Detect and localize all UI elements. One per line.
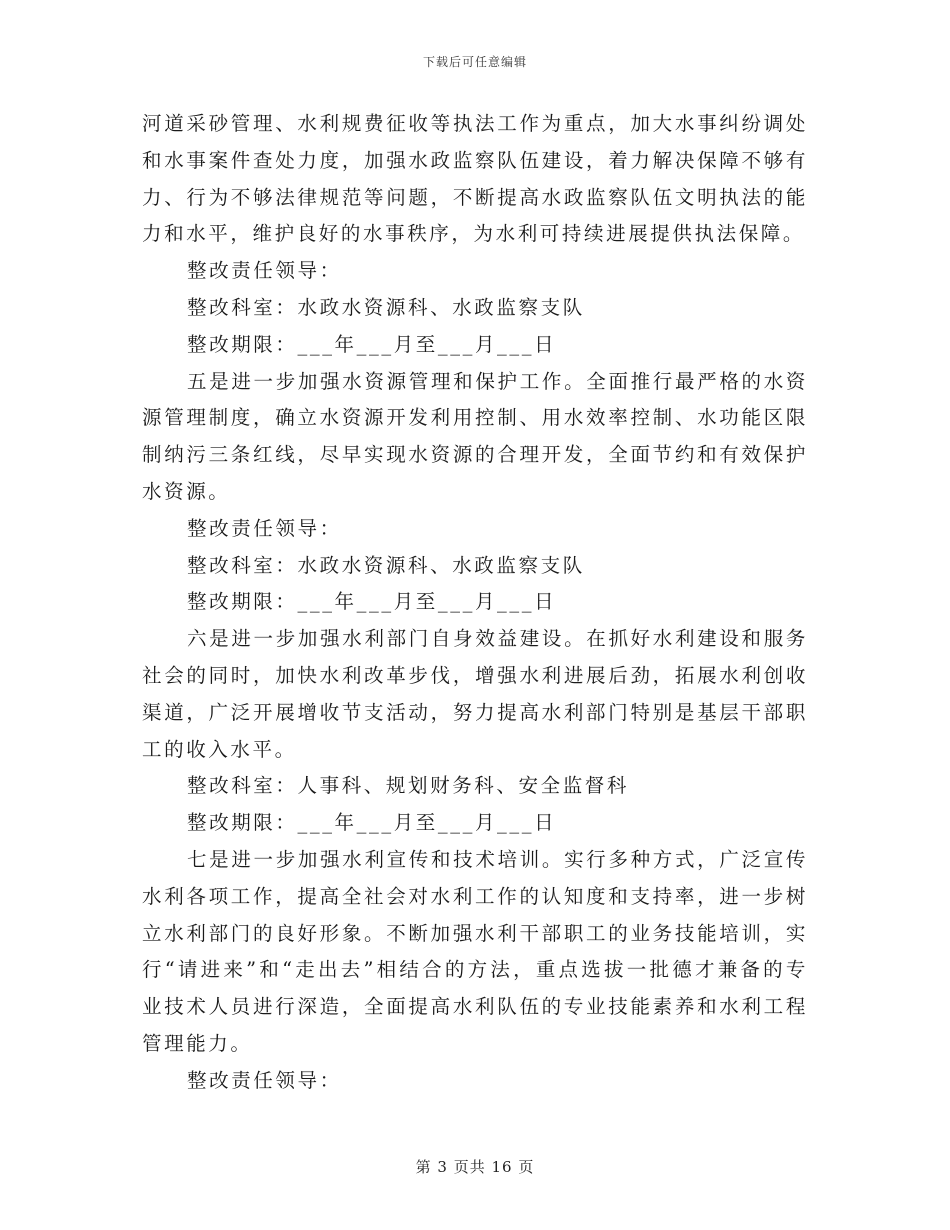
paragraph-enforcement-continued: 河道采砂管理、水利规费征收等执法工作为重点，加大水事纠纷调处和水事案件查处力度，加强水政监察队伍建设，着力解决保障不够有力、行为不够法律规范等问题，不断提高水政监察队伍文明执法的能力和水平，维护良好的水事秩序，为水利可持续进展提供执法保障。 xyxy=(142,112,808,246)
paragraph-item-five: 五是进一步加强水资源管理和保护工作。全面推行最严格的水资源管理制度，确立水资源开发利用控制、用水效率控制、水功能区限制纳污三条红线，尽早实现水资源的合理开发，全面节约和有效保护水资源。 xyxy=(142,369,808,503)
document-body xyxy=(142,106,808,1100)
paragraph-item-seven: 七是进一步加强水利宣传和技术培训。实行多种方式，广泛宣传水利各项工作，提高全社会对水利工作的认知度和支持率，进一步树立水利部门的良好形象。不断加强水利干部职工的业务技能培训，实行“请进来”和“走出去”相结合的方法，重点选拔一批德才兼备的专业技术人员进行深造，全面提高水利队伍的专业技能素养和水利工程管理能力。 xyxy=(142,847,808,1055)
responsible-department-line: 整改科室：人事科、规划财务科、安全监督科 xyxy=(187,774,630,798)
responsible-department-line: 整改科室：水政水资源科、水政监察支队 xyxy=(187,295,585,319)
responsible-department-line: 整改科室：水政水资源科、水政监察支队 xyxy=(187,553,585,577)
deadline-line: 整改期限：___年___月至___月___日 xyxy=(187,811,557,835)
responsible-leader-line: 整改责任领导： xyxy=(187,516,342,540)
responsible-leader-line: 整改责任领导： xyxy=(187,1068,342,1092)
page-header: 下载后可任意编辑 xyxy=(422,55,527,69)
deadline-line: 整改期限：___年___月至___月___日 xyxy=(187,332,557,356)
page-number-footer: 第 3 页共 16 页 xyxy=(415,1158,535,1176)
deadline-line: 整改期限：___年___月至___月___日 xyxy=(187,590,557,614)
paragraph-item-six: 六是进一步加强水利部门自身效益建设。在抓好水利建设和服务社会的同时，加快水利改革步伐，增强水利进展后劲，拓展水利创收渠道，广泛开展增收节支活动，努力提高水利部门特别是基层干部职工的收入水平。 xyxy=(142,627,808,761)
responsible-leader-line: 整改责任领导： xyxy=(187,259,342,283)
